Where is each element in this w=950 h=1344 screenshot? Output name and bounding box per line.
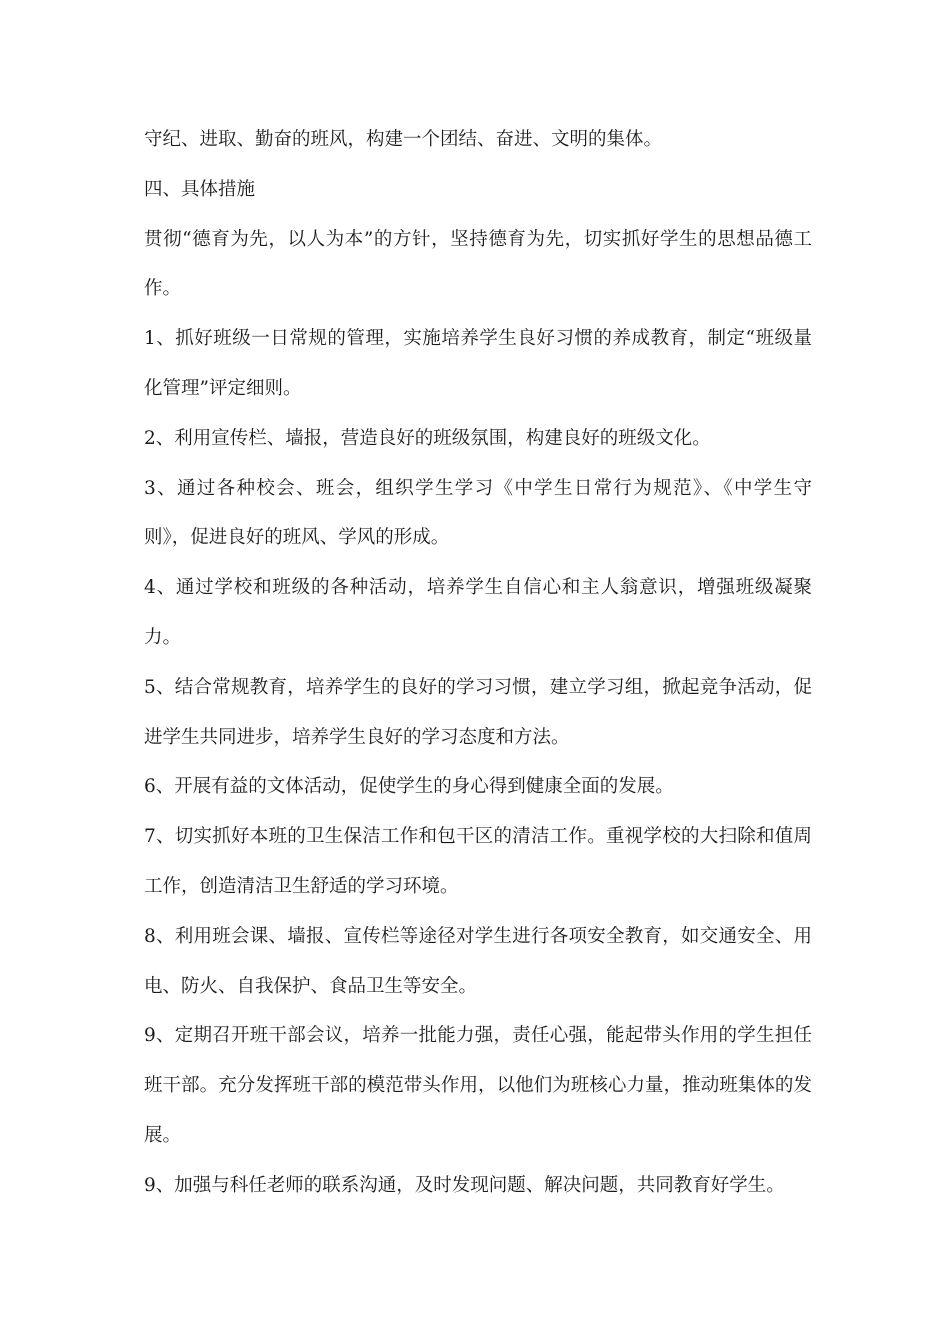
list-item-8: 8、利用班会课、墙报、宣传栏等途径对学生进行各项安全教育，如交通安全、用电、防火、自我保护、食品卫生等安全。 [144, 925, 812, 997]
list-item-7: 7、切实抓好本班的卫生保洁工作和包干区的清洁工作。重视学校的大扫除和值周工作，创造清洁卫生舒适的学习环境。 [144, 826, 812, 897]
list-item-3: 3、通过各种校会、班会，组织学生学习《中学生日常行为规范》、《中学生守则》，促进良好的班风、学风的形成。 [144, 477, 812, 549]
list-item-1: 1、抓好班级一日常规的管理，实施培养学生良好习惯的养成教育，制定“班级量化管理”评定细则。 [144, 328, 812, 399]
list-item-9a: 9、定期召开班干部会议，培养一批能力强，责任心强，能起带头作用的学生担任班干部。充分发挥班干部的模范带头作用，以他们为班核心力量，推动班集体的发展。 [144, 1025, 812, 1146]
list-item-4: 4、通过学校和班级的各种活动，培养学生自信心和主人翁意识，增强班级凝聚力。 [144, 577, 812, 648]
list-item-6: 6、开展有益的文体活动，促使学生的身心得到健康全面的发展。 [144, 776, 674, 798]
list-item-9b: 9、加强与科任老师的联系沟通，及时发现问题、解决问题，共同教育好学生。 [144, 1174, 785, 1196]
document-body [144, 115, 812, 1211]
list-item-2: 2、利用宣传栏、墙报，营造良好的班级氛围，构建良好的班级文化。 [144, 427, 711, 449]
list-item-5: 5、结合常规教育，培养学生的良好的学习习惯，建立学习组，掀起竞争活动，促进学生共同进步，培养学生良好的学习态度和方法。 [144, 676, 812, 748]
paragraph-class-style: 守纪、进取、勤奋的班风，构建一个团结、奋进、文明的集体。 [144, 129, 663, 150]
section-heading-measures: 四、具体措施 [144, 178, 256, 200]
paragraph-moral-education: 贯彻“德育为先，以人为本”的方针，坚持德育为先，切实抓好学生的思想品德工作。 [144, 228, 812, 300]
